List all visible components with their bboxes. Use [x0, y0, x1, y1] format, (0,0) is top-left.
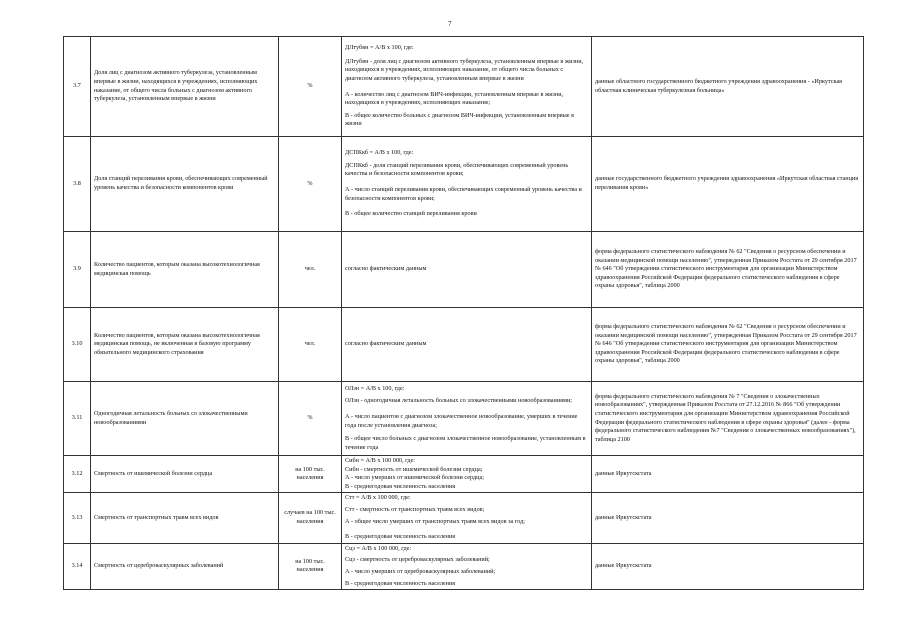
- method-line: Сибн = А/В х 100 000, где:: [345, 457, 416, 464]
- calculation-method: [342, 382, 592, 456]
- method-line: В - среднегодовая численность населения: [345, 533, 456, 541]
- unit-of-measure: %: [279, 137, 342, 232]
- indicator-name: Одногодичная летальность больных со злокачественными новообразованиями: [91, 382, 279, 456]
- method-line: ОЛзн = А/В х 100, где:: [345, 384, 405, 392]
- indicator-name: Смертность от ишемической болезни сердца: [91, 456, 279, 493]
- data-source: данные областного государственного бюджетного учреждения здравоохранения - «Иркутская областная клиническая туберкулезная больница»: [592, 37, 864, 137]
- row-number: 3.12: [64, 456, 91, 493]
- data-source: данные Иркутскстата: [592, 543, 864, 589]
- table-row: [64, 308, 864, 382]
- data-source: форма федерального статистического наблюдения № 62 "Сведения о ресурсном обеспечении и оказании медицинской помощи населению", утвержденная Приказом Росстата от 29 сентября 2017 № 646 "Об утверждении статистического инструментария для организации Министерством здравоохранения Российской Федерации федерального статистического наблюдения в сфере охраны здоровья", таблица 2000: [592, 232, 864, 308]
- method-line: В - среднегодовая численность населения: [345, 579, 456, 587]
- row-number: 3.7: [64, 37, 91, 137]
- indicator-name: Количество пациентов, которым оказана высокотехнологичная медицинская помощь: [91, 232, 279, 308]
- table-row: [64, 382, 864, 456]
- method-line: согласно фактическим данным: [345, 265, 427, 273]
- method-line: В - общее количество станций переливания крови: [345, 210, 477, 218]
- method-line: В - среднегодовая численность населения: [345, 482, 456, 490]
- row-number: 3.11: [64, 382, 91, 456]
- unit-of-measure: чел.: [279, 308, 342, 382]
- method-line: А - число умерших от цереброваскулярных заболеваний;: [345, 567, 496, 575]
- calculation-method: [342, 37, 592, 137]
- method-line: А - общее число умерших от транспортных травм всех видов за год;: [345, 517, 525, 525]
- row-number: 3.14: [64, 543, 91, 589]
- method-line: Стт - смертность от транспортных травм всех видов;: [345, 505, 485, 513]
- method-line: согласно фактическим данным: [345, 340, 427, 348]
- row-number: 3.10: [64, 308, 91, 382]
- indicator-name: Доля станций переливания крови, обеспечивающих современный уровень качества и безопасности компонентов крови: [91, 137, 279, 232]
- method-line: А - число пациентов с диагнозом злокачественное новообразование, умерших в течение года после установления диагноза;: [345, 412, 578, 429]
- data-source: данные Иркутскстата: [592, 493, 864, 543]
- unit-of-measure: %: [279, 382, 342, 456]
- unit-of-measure: на 100 тыс. населения: [279, 456, 342, 493]
- unit-of-measure: %: [279, 37, 342, 137]
- data-source: данные Иркутскстата: [592, 456, 864, 493]
- calculation-method: [342, 137, 592, 232]
- indicator-name: Смертность от цереброваскулярных заболеваний: [91, 543, 279, 589]
- indicator-name: Доля лиц с диагнозом активного туберкулеза, установленным впервые в жизни, находящихся в учреждениях, исполняющих наказание, от общего числа больных с диагнозом активного туберкулеза, установленным впервые в жизни: [91, 37, 279, 137]
- calculation-method: [342, 308, 592, 382]
- table-row: [64, 137, 864, 232]
- method-line: В - общее число больных с диагнозом злокачественное новообразование, установленным в течение года: [345, 435, 586, 451]
- data-source: форма федерального статистического наблюдения № 7 "Сведения о злокачественных новообразованиях", утвержденная Приказом Росстата от 27.12.2016 № 866 "Об утверждении статистического инструментария для организации Министерством здравоохранения Российской Федерации федерального статистического наблюдения в сфере охраны здоровья" (далее - форма федерального статистического наблюдения №7 "Сведения о злокачественных новообразованиях"), таблица 2100: [592, 382, 864, 456]
- calculation-method: [342, 543, 592, 589]
- table-row: [64, 543, 864, 589]
- table-row: [64, 493, 864, 543]
- method-line: А - число станций переливания крови, обеспечивающих современный уровень качества и безопасности компонентов крови;: [345, 186, 582, 202]
- indicator-name: Смертность от транспортных травм всех видов: [91, 493, 279, 543]
- method-line: ОЛзн - одногодичная летальность больных со злокачественными новообразованиями;: [345, 397, 572, 405]
- method-line: ДСПКкб - доля станций переливания крови, обеспечивающих современный уровень качества и безопасности компонентов крови;: [345, 161, 569, 178]
- method-line: Стт = А/В х 100 000, где:: [345, 494, 411, 502]
- row-number: 3.13: [64, 493, 91, 543]
- page-number: 7: [448, 20, 452, 28]
- unit-of-measure: чел.: [279, 232, 342, 308]
- method-line: ДСПКкб = А/В х 100, где:: [345, 149, 414, 157]
- table-row: [64, 232, 864, 308]
- method-line: Сибн - смертность от ишемической болезни сердца;: [345, 465, 483, 473]
- table-row: [64, 456, 864, 493]
- unit-of-measure: на 100 тыс. населения: [279, 543, 342, 589]
- calculation-method: [342, 493, 592, 543]
- calculation-method: [342, 456, 592, 493]
- row-number: 3.9: [64, 232, 91, 308]
- method-line: ДЛтубвн - доля лиц с диагнозом активного туберкулеза, установленным впервые в жизни, находящихся в учреждениях, исполняющих наказание, от общего числа больных с диагнозом активного туберкулеза, установленным впервые в жизни: [345, 57, 584, 82]
- indicators-table: [63, 36, 864, 590]
- row-number: 3.8: [64, 137, 91, 232]
- method-line: ДЛтубвн = А/В х 100, где:: [345, 44, 414, 52]
- method-line: А - число умерших от ишемической болезни сердца;: [345, 474, 484, 482]
- method-line: Сцз - смертность от цереброваскулярных заболеваний;: [345, 556, 490, 564]
- indicator-name: Количество пациентов, которым оказана высокотехнологичная медицинская помощь, не включенная в базовую программу обязательного медицинского страхования: [91, 308, 279, 382]
- method-line: Сцз = А/В х 100 000, где:: [345, 544, 412, 552]
- data-source: форма федерального статистического наблюдения № 62 "Сведения о ресурсном обеспечении и оказании медицинской помощи населению", утвержденная Приказом Росстата от 29 сентября 2017 № 646 "Об утверждении статистического инструментария для организации Министерством здравоохранения Российской Федерации федерального статистического наблюдения в сфере охраны здоровья", таблица 2000: [592, 308, 864, 382]
- method-line: В - общее количество больных с диагнозом ВИЧ-инфекции, установленным впервые в жизни: [345, 111, 575, 128]
- data-source: данные государственного бюджетного учреждения здравоохранения «Иркутская областная станция переливания крови»: [592, 137, 864, 232]
- table-row: [64, 37, 864, 137]
- unit-of-measure: случаев на 100 тыс. населения: [279, 493, 342, 543]
- calculation-method: [342, 232, 592, 308]
- method-line: А - количество лиц с диагнозом ВИЧ-инфекции, установленным впервые в жизни, находящихся в учреждениях, исполняющих наказание;: [345, 90, 564, 107]
